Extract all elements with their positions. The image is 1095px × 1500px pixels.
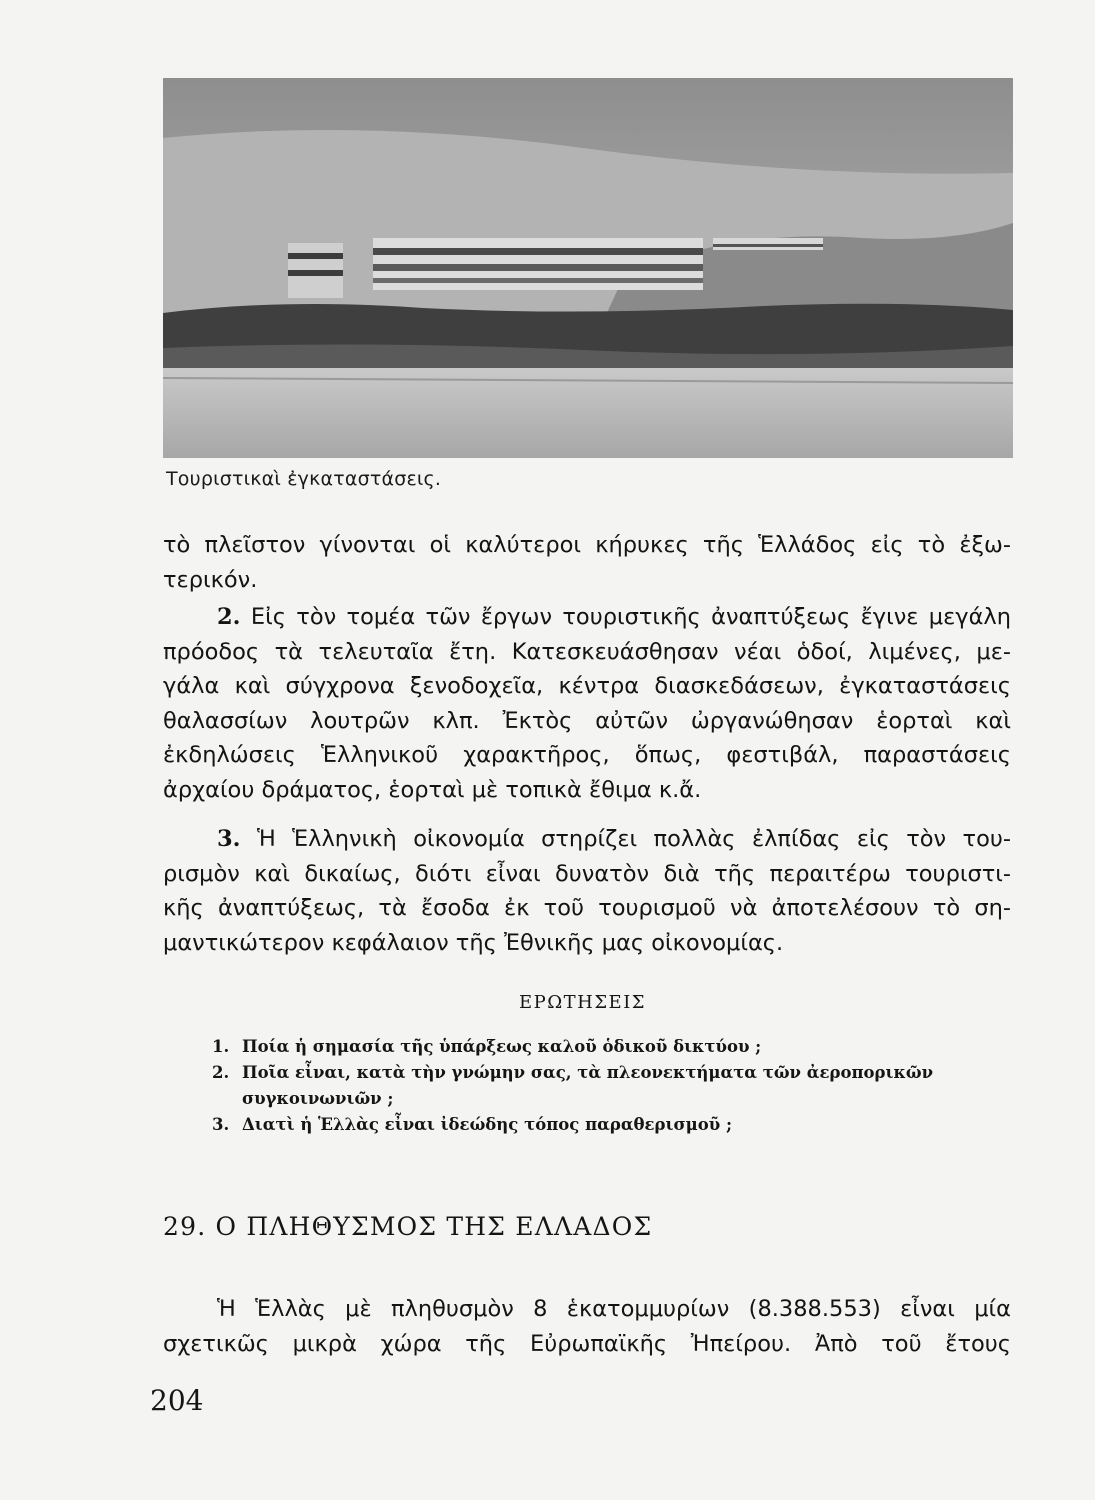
text-line: μαντικώτερον κεφάλαιον τῆς Ἐθνικῆς μας οἰκονομίας. <box>163 929 784 956</box>
text-line <box>163 822 1011 857</box>
question-number: 3. <box>212 1115 230 1134</box>
paragraph-continuation <box>163 528 1011 597</box>
paragraph-number: 3. <box>217 826 241 852</box>
question-text <box>242 1112 1012 1138</box>
question-number: 1. <box>212 1037 230 1056</box>
question-line: Διατὶ ἡ Ἑλλὰς εἶναι ἰδεώδης τόπος παραθερισμοῦ ; <box>242 1115 733 1134</box>
text-line: Ἡ Ἑλλὰς μὲ πληθυσμὸν 8 ἑκατομμυρίων (8.388.553) εἶναι μία <box>217 1296 1011 1322</box>
question-item <box>212 1112 1012 1138</box>
text-line: ρισμὸν καὶ δικαίως, διότι εἶναι δυνατὸν διὰ τῆς περαιτέρω τουριστι- <box>163 860 1011 887</box>
paragraph-number: 2. <box>217 604 241 630</box>
paragraph-2 <box>163 600 1011 807</box>
questions-heading: ΕΡΩΤΗΣΕΙΣ <box>518 992 647 1013</box>
question-number: 2. <box>212 1063 230 1082</box>
text-line: θαλασσίων λουτρῶν κλπ. Ἐκτὸς αὐτῶν ὠργανώθησαν ἑορταὶ καὶ <box>163 707 1011 734</box>
photo-image <box>163 78 1013 458</box>
text-line: πρόοδος τὰ τελευταῖα ἔτη. Κατεσκευάσθησαν νέαι ὁδοί, λιμένες, με- <box>163 638 1011 665</box>
text-line: κῆς ἀναπτύξεως, τὰ ἔσοδα ἐκ τοῦ τουρισμοῦ νὰ ἀποτελέσουν τὸ ση- <box>163 895 1011 921</box>
questions-list <box>212 1034 1012 1138</box>
text-line <box>163 600 1011 635</box>
paragraph-3 <box>163 822 1011 960</box>
page-number: 204 <box>150 1384 204 1417</box>
text-line-content: Ἡ Ἑλληνικὴ οἰκονομία στηρίζει πολλὰς ἐλπίδας εἰς τὸν του- <box>256 826 1011 852</box>
question-line: συγκοινωνιῶν ; <box>242 1089 394 1108</box>
question-text <box>242 1034 1012 1060</box>
text-line: σχετικῶς μικρὰ χώρα τῆς Εὐρωπαϊκῆς Ἠπείρου. Ἀπὸ τοῦ ἔτους <box>163 1330 1011 1357</box>
question-line: Ποῖα εἶναι, κατὰ τὴν γνώμην σας, τὰ πλεονεκτήματα τῶν ἀεροπορικῶν <box>242 1063 934 1082</box>
text-line: γάλα καὶ σύγχρονα ξενοδοχεῖα, κέντρα διασκεδάσεων, ἐγκαταστάσεις <box>163 673 1011 699</box>
section-29-paragraph <box>163 1292 1011 1361</box>
section-title: 29. Ο ΠΛΗΘΥΣΜΟΣ ΤΗΣ ΕΛΛΑΔΟΣ <box>163 1212 653 1241</box>
text-line: ἐκδηλώσεις Ἑλληνικοῦ χαρακτῆρος, ὅπως, φεστιβάλ, παραστάσεις <box>163 742 1011 768</box>
hotel-photograph <box>163 78 1013 458</box>
question-line: Ποία ἡ σημασία τῆς ὑπάρξεως καλοῦ ὁδικοῦ δικτύου ; <box>242 1037 762 1056</box>
question-item <box>212 1060 1012 1112</box>
text-line: τερικόν. <box>163 566 258 593</box>
photo-caption: Τουριστικαὶ ἐγκαταστάσεις. <box>166 468 442 490</box>
text-line-content: Εἰς τὸν τομέα τῶν ἔργων τουριστικῆς ἀναπτύξεως ἔγινε μεγάλη <box>250 604 1011 630</box>
question-text <box>242 1060 1012 1112</box>
text-line: ἀρχαίου δράματος, ἑορταὶ μὲ τοπικὰ ἔθιμα κ.ἄ. <box>163 776 702 803</box>
question-item <box>212 1034 1012 1060</box>
text-line: τὸ πλεῖστον γίνονται οἱ καλύτεροι κήρυκες τῆς Ἑλλάδος εἰς τὸ ἐξω- <box>163 532 1011 558</box>
